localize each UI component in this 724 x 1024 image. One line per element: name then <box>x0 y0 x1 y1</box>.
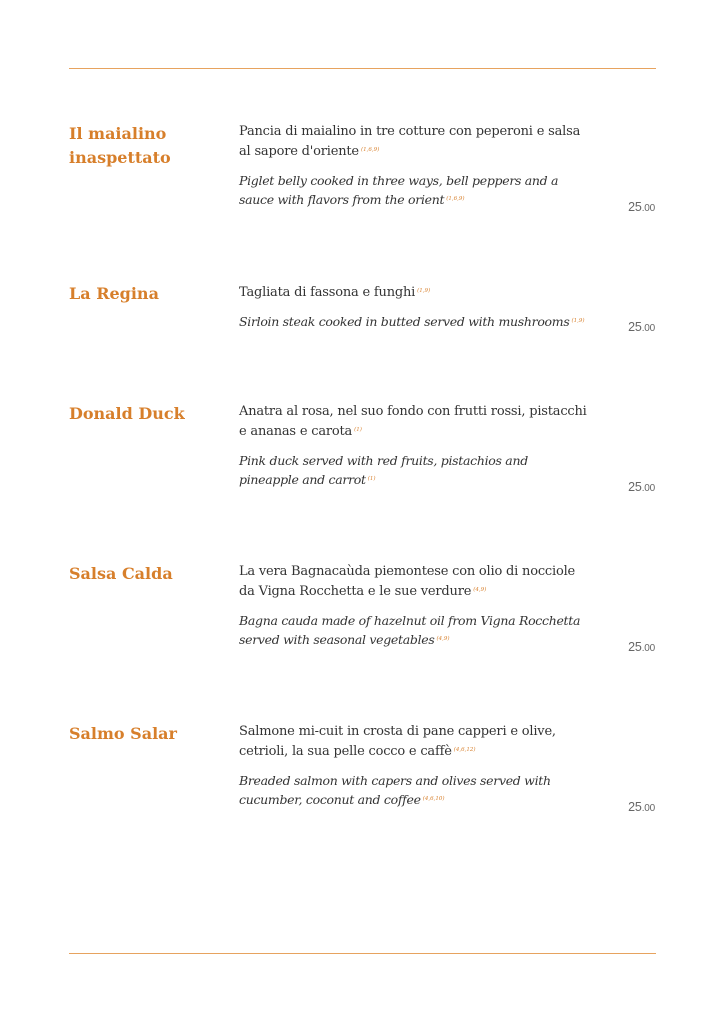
italian-description: Tagliata di fassona e funghi $^{(1,9)}$ <box>239 285 431 300</box>
dish-name: Il maialino inaspettato <box>69 124 171 167</box>
italian-description: La vera Bagnacaùda piemontese con olio di nocciole da Vigna Rocchetta e le sue verdure $^{(4,9)}$ <box>239 564 576 599</box>
english-description: Pink duck served with red fruits, pistachios and pineapple and carrot $^{(1)}$ <box>239 453 528 487</box>
allergen-codes: (1,6,9) <box>446 196 465 202</box>
allergen-codes: (1,9) <box>571 318 585 324</box>
italian-description: Salmone mi-cuit in crosta di pane capperi e olive, cetrioli, la sua pelle cocco e caffè $^{(4,6,12)}$ <box>239 724 556 759</box>
allergen-codes: (4,9) <box>473 587 487 593</box>
english-description: Bagna cauda made of hazelnut oil from Vigna Rocchetta served with seasonal vegetables $^{(4,9)}$ <box>239 613 581 647</box>
dish-description <box>239 562 591 649</box>
english-description: Breaded salmon with capers and olives served with cucumber, coconut and coffee $^{(4,6,10)}$ <box>239 773 551 807</box>
allergen-codes: (1) <box>354 427 362 433</box>
allergen-codes: (4,9) <box>436 636 450 642</box>
italian-description: Pancia di maialino in tre cotture con peperoni e salsa al sapore d'oriente $^{(1,6,9)}$ <box>239 124 581 159</box>
allergen-codes: (4,6,10) <box>422 796 445 802</box>
dish-price: 25.00 <box>628 640 655 654</box>
dish-description <box>239 282 591 331</box>
dish-name: Salmo Salar <box>69 724 177 743</box>
allergen-codes: (1,9) <box>417 288 431 294</box>
top-divider <box>69 68 656 69</box>
dish-name: La Regina <box>69 284 159 303</box>
dish-name: Salsa Calda <box>69 564 173 583</box>
dish-price: 25.00 <box>628 800 655 814</box>
allergen-codes: (1,6,9) <box>360 147 380 153</box>
english-description: Sirloin steak cooked in butted served with mushrooms $^{(1,9)}$ <box>239 314 585 329</box>
allergen-codes: (1) <box>367 476 376 482</box>
english-description: Piglet belly cooked in three ways, bell peppers and a sauce with flavors from the orient $^{(1,6,9)}$ <box>239 173 559 207</box>
italian-description: Anatra al rosa, nel suo fondo con frutti rossi, pistacchi e ananas e carota $^{(1)}$ <box>239 404 587 439</box>
dish-price: 25.00 <box>628 320 655 334</box>
dish-description <box>239 122 591 209</box>
dish-price: 25.00 <box>628 480 655 494</box>
dish-price: 25.00 <box>628 200 655 214</box>
allergen-codes: (4,6,12) <box>453 747 476 753</box>
bottom-divider <box>69 953 656 954</box>
dish-name: Donald Duck <box>69 404 185 423</box>
dish-description <box>239 402 591 489</box>
dish-description <box>239 722 591 809</box>
